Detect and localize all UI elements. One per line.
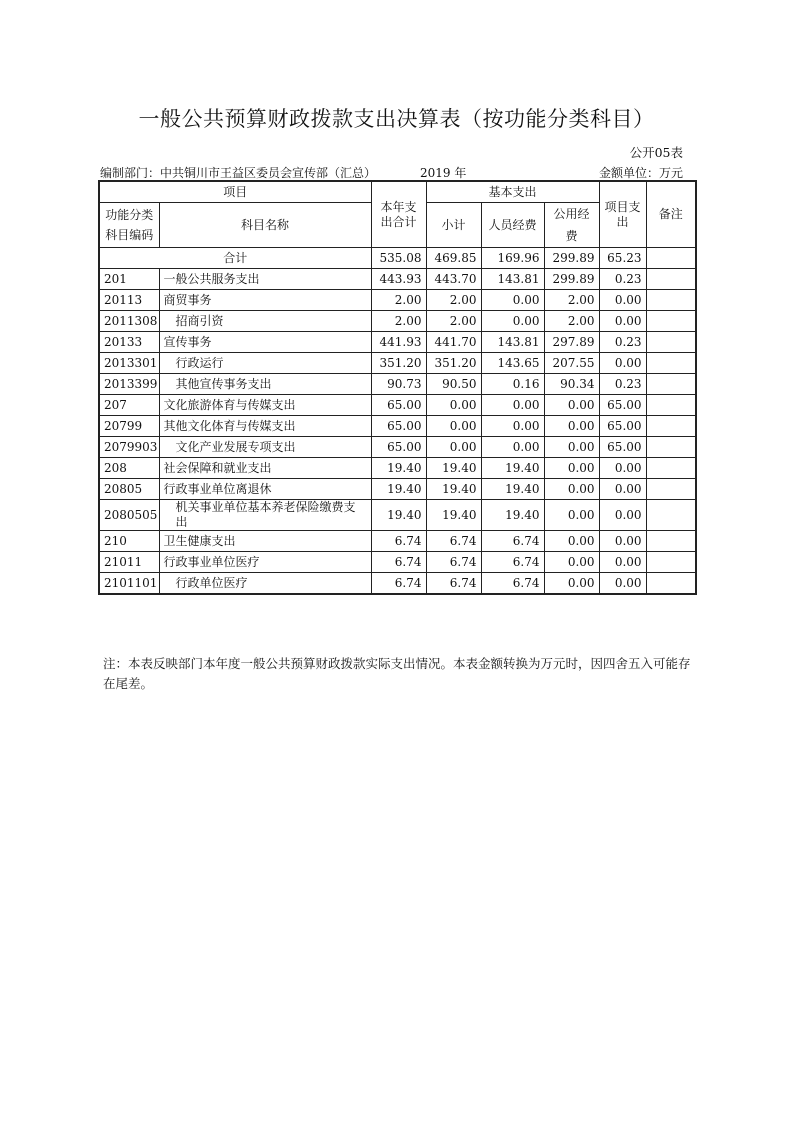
row-subtotal: 0.00: [426, 416, 481, 437]
row-project: 0.00: [599, 500, 646, 531]
row-code: 2079903: [99, 437, 159, 458]
row-subtotal: 6.74: [426, 573, 481, 595]
table-row: [99, 500, 696, 531]
row-remark: [646, 374, 696, 395]
row-code: 20133: [99, 332, 159, 353]
row-subtotal: 0.00: [426, 395, 481, 416]
row-public: 0.00: [544, 500, 599, 531]
header-remark: 备注: [646, 181, 696, 248]
row-code: 20805: [99, 479, 159, 500]
row-public: 297.89: [544, 332, 599, 353]
row-project: 65.00: [599, 437, 646, 458]
row-personnel: 6.74: [481, 552, 544, 573]
row-subtotal: 90.50: [426, 374, 481, 395]
row-total: 65.00: [371, 395, 426, 416]
header-public: 公用经费: [544, 203, 599, 248]
row-total: 441.93: [371, 332, 426, 353]
row-project: 0.00: [599, 290, 646, 311]
row-public: 0.00: [544, 416, 599, 437]
table-row: [99, 458, 696, 479]
row-public: 299.89: [544, 269, 599, 290]
table-row: [99, 479, 696, 500]
row-remark: [646, 573, 696, 595]
row-remark: [646, 458, 696, 479]
row-public: 2.00: [544, 290, 599, 311]
table-row: [99, 374, 696, 395]
row-code: 201: [99, 269, 159, 290]
row-name: 其他文化体育与传媒支出: [159, 416, 371, 437]
row-public: 0.00: [544, 552, 599, 573]
row-public: 0.00: [544, 573, 599, 595]
row-project: 0.23: [599, 332, 646, 353]
row-name: 商贸事务: [159, 290, 371, 311]
row-public: 207.55: [544, 353, 599, 374]
row-personnel: 6.74: [481, 531, 544, 552]
header-code: 功能分类科目编码: [99, 203, 159, 248]
row-personnel: 19.40: [481, 500, 544, 531]
row-code: 2013301: [99, 353, 159, 374]
unit-org: 编制部门：中共铜川市王益区委员会宣传部（汇总）: [100, 166, 377, 180]
row-remark: [646, 500, 696, 531]
row-name: 招商引资: [159, 311, 371, 332]
table-row: [99, 531, 696, 552]
sum-public: 299.89: [544, 248, 599, 269]
row-subtotal: 19.40: [426, 458, 481, 479]
row-personnel: 19.40: [481, 479, 544, 500]
table-row: [99, 311, 696, 332]
row-code: 207: [99, 395, 159, 416]
row-subtotal: 0.00: [426, 437, 481, 458]
table-row: [99, 269, 696, 290]
header-name: 科目名称: [159, 203, 371, 248]
row-name: 行政事业单位离退休: [159, 479, 371, 500]
header-personnel: 人员经费: [481, 203, 544, 248]
row-name: 机关事业单位基本养老保险缴费支出: [159, 500, 371, 531]
row-total: 2.00: [371, 311, 426, 332]
row-remark: [646, 552, 696, 573]
row-total: 2.00: [371, 290, 426, 311]
row-total: 6.74: [371, 573, 426, 595]
row-remark: [646, 531, 696, 552]
row-subtotal: 6.74: [426, 531, 481, 552]
row-remark: [646, 269, 696, 290]
report-year: 2019 年: [420, 166, 467, 180]
table-row: [99, 552, 696, 573]
row-code: 2013399: [99, 374, 159, 395]
row-personnel: 143.65: [481, 353, 544, 374]
row-name: 行政事业单位医疗: [159, 552, 371, 573]
header-basic: 基本支出: [426, 181, 599, 203]
row-subtotal: 443.70: [426, 269, 481, 290]
row-public: 2.00: [544, 311, 599, 332]
table-row: [99, 353, 696, 374]
expenditure-table: [98, 180, 697, 595]
row-public: 0.00: [544, 395, 599, 416]
table-row: [99, 332, 696, 353]
row-name: 行政运行: [159, 353, 371, 374]
row-code: 2101101: [99, 573, 159, 595]
row-code: 21011: [99, 552, 159, 573]
row-total: 443.93: [371, 269, 426, 290]
row-total: 6.74: [371, 531, 426, 552]
row-project: 0.00: [599, 458, 646, 479]
table-row: [99, 395, 696, 416]
row-subtotal: 6.74: [426, 552, 481, 573]
row-project: 0.00: [599, 479, 646, 500]
row-name: 卫生健康支出: [159, 531, 371, 552]
row-project: 65.00: [599, 395, 646, 416]
row-remark: [646, 479, 696, 500]
row-personnel: 0.00: [481, 416, 544, 437]
header-total: 本年支出合计: [371, 181, 426, 248]
row-code: 2011308: [99, 311, 159, 332]
row-code: 2080505: [99, 500, 159, 531]
row-personnel: 0.00: [481, 437, 544, 458]
row-personnel: 0.16: [481, 374, 544, 395]
row-code: 210: [99, 531, 159, 552]
row-total: 90.73: [371, 374, 426, 395]
row-total: 65.00: [371, 437, 426, 458]
row-project: 65.00: [599, 416, 646, 437]
row-total: 65.00: [371, 416, 426, 437]
table-row: [99, 437, 696, 458]
form-number: 公开05表: [629, 145, 683, 160]
row-personnel: 19.40: [481, 458, 544, 479]
row-subtotal: 441.70: [426, 332, 481, 353]
row-public: 0.00: [544, 479, 599, 500]
row-subtotal: 2.00: [426, 311, 481, 332]
row-personnel: 0.00: [481, 395, 544, 416]
row-name: 其他宣传事务支出: [159, 374, 371, 395]
page-title: 一般公共预算财政拨款支出决算表（按功能分类科目）: [138, 107, 655, 131]
row-code: 20113: [99, 290, 159, 311]
sum-subtotal: 469.85: [426, 248, 481, 269]
row-personnel: 0.00: [481, 290, 544, 311]
row-project: 0.00: [599, 531, 646, 552]
row-remark: [646, 290, 696, 311]
sum-label: 合计: [99, 248, 371, 269]
row-subtotal: 19.40: [426, 479, 481, 500]
header-item: 项目: [99, 181, 371, 203]
header-subtotal: 小计: [426, 203, 481, 248]
row-personnel: 143.81: [481, 332, 544, 353]
row-code: 20799: [99, 416, 159, 437]
sum-project: 65.23: [599, 248, 646, 269]
table-row: [99, 290, 696, 311]
row-remark: [646, 353, 696, 374]
sum-personnel: 169.96: [481, 248, 544, 269]
row-project: 0.23: [599, 269, 646, 290]
row-total: 6.74: [371, 552, 426, 573]
row-public: 0.00: [544, 437, 599, 458]
row-public: 0.00: [544, 458, 599, 479]
row-project: 0.00: [599, 573, 646, 595]
row-project: 0.00: [599, 552, 646, 573]
row-project: 0.00: [599, 353, 646, 374]
row-remark: [646, 395, 696, 416]
row-project: 0.23: [599, 374, 646, 395]
row-subtotal: 351.20: [426, 353, 481, 374]
row-remark: [646, 437, 696, 458]
row-total: 351.20: [371, 353, 426, 374]
row-personnel: 6.74: [481, 573, 544, 595]
row-name: 行政单位医疗: [159, 573, 371, 595]
row-name: 一般公共服务支出: [159, 269, 371, 290]
table-row: [99, 416, 696, 437]
row-public: 90.34: [544, 374, 599, 395]
row-total: 19.40: [371, 479, 426, 500]
row-public: 0.00: [544, 531, 599, 552]
row-total: 19.40: [371, 500, 426, 531]
footnote: 注：本表反映部门本年度一般公共预算财政拨款实际支出情况。本表金额转换为万元时，因四舍五入可能存在尾差。: [103, 656, 691, 691]
row-code: 208: [99, 458, 159, 479]
row-name: 文化旅游体育与传媒支出: [159, 395, 371, 416]
row-name: 文化产业发展专项支出: [159, 437, 371, 458]
row-subtotal: 2.00: [426, 290, 481, 311]
row-remark: [646, 332, 696, 353]
row-project: 0.00: [599, 311, 646, 332]
row-personnel: 0.00: [481, 311, 544, 332]
row-name: 宣传事务: [159, 332, 371, 353]
sum-row: [99, 248, 696, 269]
amount-unit: 金额单位：万元: [598, 166, 683, 180]
row-remark: [646, 311, 696, 332]
table-row: [99, 573, 696, 595]
row-remark: [646, 416, 696, 437]
header-project: 项目支出: [599, 181, 646, 248]
sum-remark: [646, 248, 696, 269]
sum-total: 535.08: [371, 248, 426, 269]
row-total: 19.40: [371, 458, 426, 479]
row-name: 社会保障和就业支出: [159, 458, 371, 479]
row-subtotal: 19.40: [426, 500, 481, 531]
row-personnel: 143.81: [481, 269, 544, 290]
